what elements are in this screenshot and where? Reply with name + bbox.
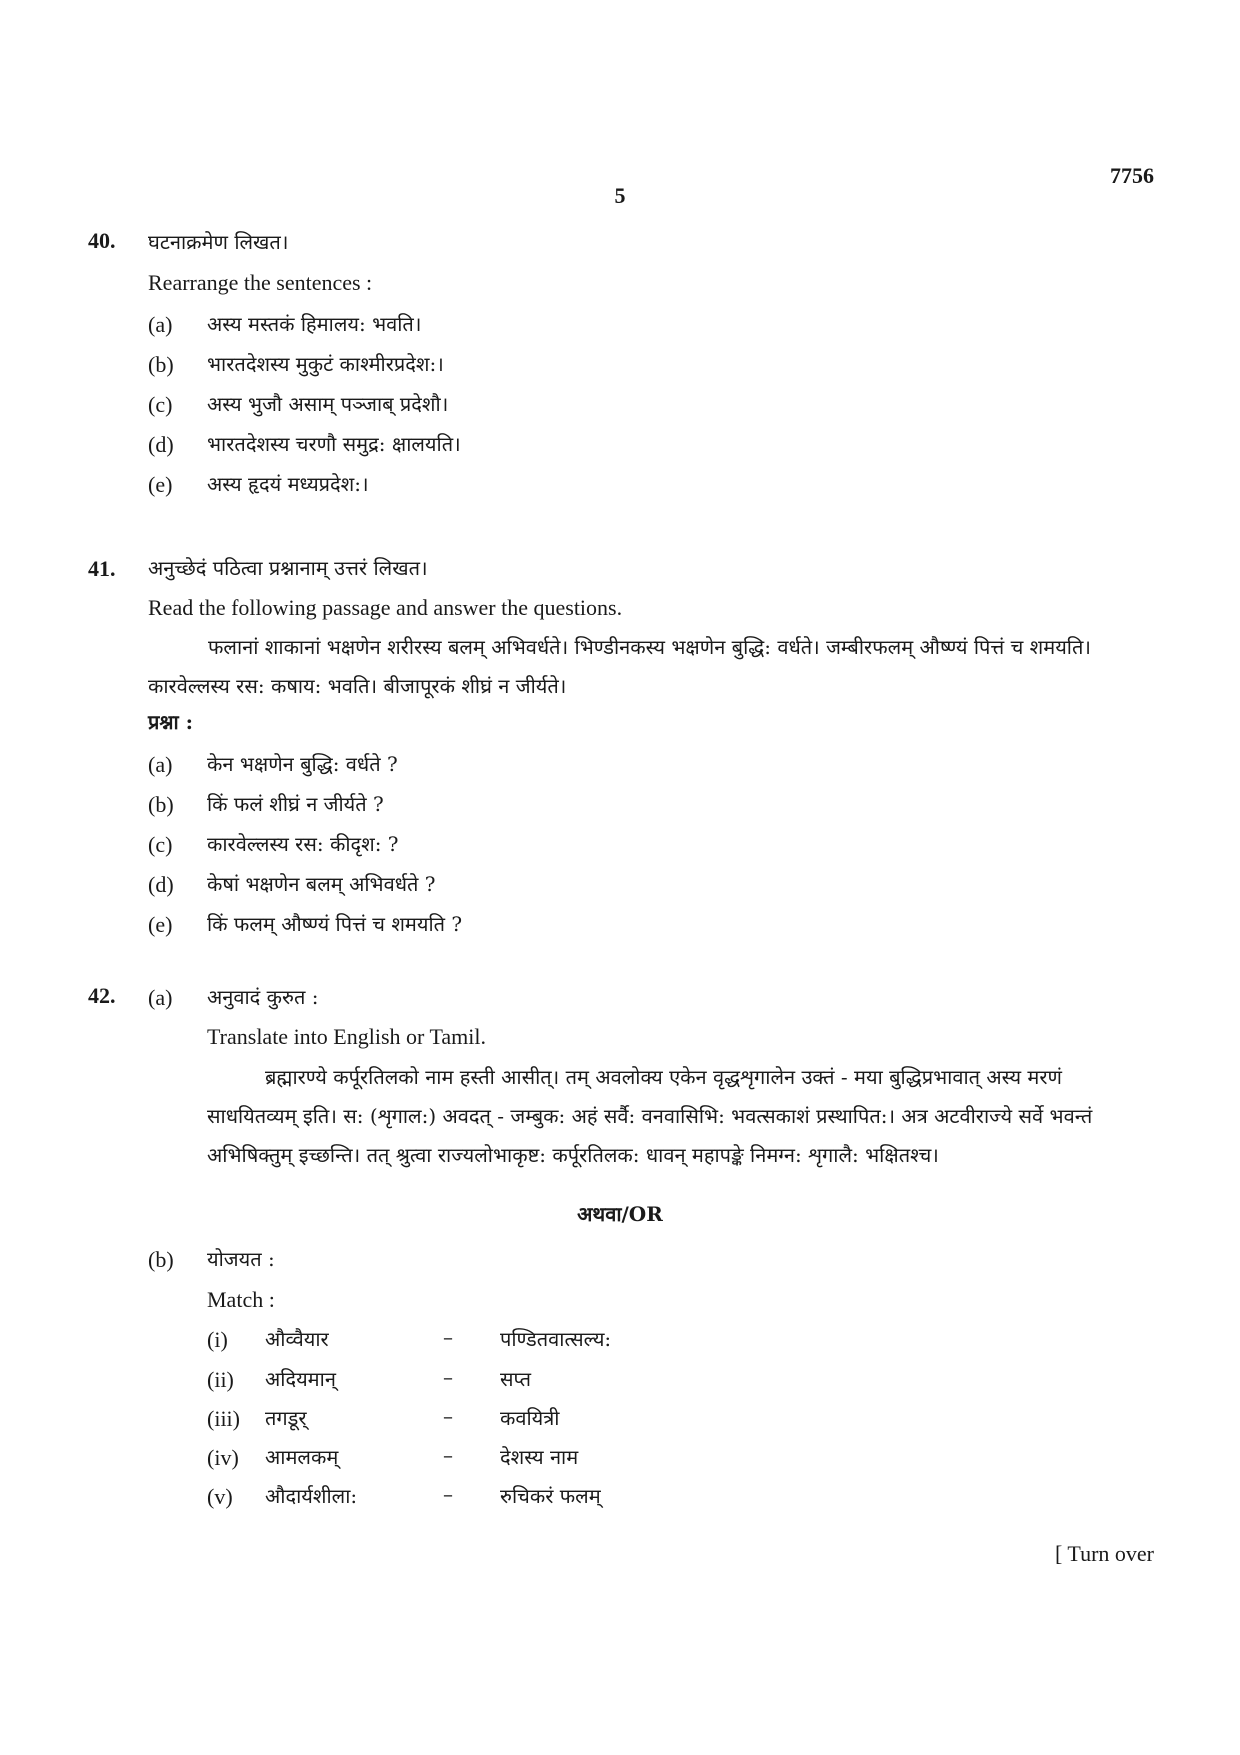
question-41-passage: फलानां शाकानां भक्षणेन शरीरस्य बलम् अभिवर्धते। भिण्डीनकस्य भक्षणेन बुद्धि: वर्धते। जम्बीरफलम् औष्ण्यं पित्तं च शमयति। कारवेल्लस्य रस: कषाय: भवति। बीजापूरकं शीघ्रं न जीर्यते। (148, 635, 1091, 698)
match-row-right: रुचिकरं फलम् (500, 1484, 601, 1508)
q41-item-label: (b) (148, 792, 174, 817)
q42-part-a-title: अनुवादं कुरुत : (207, 985, 319, 1009)
question-41-subtitle: Read the following passage and answer the questions. (148, 595, 623, 620)
q41-item-label: (e) (148, 912, 173, 937)
q40-item-text: भारतदेशस्य चरणौ समुद्र: क्षालयति। (207, 432, 461, 456)
q40-item-text: अस्य हृदयं मध्यप्रदेश:। (207, 472, 369, 496)
match-row-dash: – (443, 1482, 453, 1506)
question-41-title: अनुच्छेदं पठित्वा प्रश्नानाम् उत्तरं लिखत। (148, 556, 428, 580)
match-row-dash: – (443, 1404, 453, 1428)
q40-item-label: (a) (148, 312, 173, 337)
page-number: 5 (614, 183, 626, 208)
q41-item-text: कारवेल्लस्य रस: कीदृश: ? (207, 832, 399, 856)
match-row-dash: – (443, 1365, 453, 1389)
q40-item-text: भारतदेशस्य मुकुटं काश्मीरप्रदेश:। (207, 352, 444, 376)
q42-part-b-title: योजयत : (207, 1247, 275, 1271)
q41-item-label: (a) (148, 752, 173, 777)
match-row-right: सप्त (500, 1367, 532, 1391)
q40-item-label: (c) (148, 392, 173, 417)
match-row-left: औदार्यशीला: (265, 1484, 358, 1508)
q41-item-text: किं फलम् औष्ण्यं पित्तं च शमयति ? (207, 912, 463, 936)
paper-code: 7756 (1110, 163, 1154, 188)
turn-over-note: [ Turn over (1054, 1541, 1154, 1566)
q41-item-text: किं फलं शीघ्रं न जीर्यते ? (207, 792, 384, 816)
match-row-left: आमलकम् (265, 1445, 339, 1469)
question-41-number: 41. (88, 556, 116, 581)
q40-item-label: (b) (148, 352, 174, 377)
match-row-label: (iii) (207, 1406, 240, 1431)
match-row-right: कवयित्री (500, 1406, 560, 1430)
question-40-subtitle: Rearrange the sentences : (148, 270, 373, 295)
match-row-label: (i) (207, 1327, 228, 1352)
q41-item-text: केषां भक्षणेन बलम् अभिवर्धते ? (207, 872, 436, 896)
q42-part-a-label: (a) (148, 985, 173, 1010)
q40-item-text: अस्य भुजौ असाम् पञ्जाब् प्रदेशौ। (207, 392, 449, 416)
q42-part-a-subtitle: Translate into English or Tamil. (207, 1024, 486, 1049)
match-row-right: पण्डितवात्सल्य: (500, 1327, 612, 1351)
q42-part-b-label: (b) (148, 1247, 174, 1272)
question-42-number: 42. (88, 983, 116, 1008)
match-row-left: तगडूर् (265, 1406, 307, 1430)
q42-part-a-passage: ब्रह्मारण्ये कर्पूरतिलको नाम हस्ती आसीत्। तम् अवलोक्य एकेन वृद्धशृगालेन उक्तं - मया बुद्धिप्रभावात् अस्य मरणं साधयितव्यम् इति। स: (शृगाल:) अवदत् - जम्बुक: अहं सर्वै: वनवासिभि: भवत्सकाशं प्रस्थापित:। अत्र अटवीराज्ये सर्वे भवन्तं अभिषिक्तुम् इच्छन्ति। तत् श्रुत्वा राज्यलोभाकृष्ट: कर्पूरतिलक: धावन् महापङ्के निमग्न: शृगालै: भक्षितश्च। (207, 1065, 1093, 1167)
question-40-number: 40. (88, 228, 116, 253)
or-separator: अथवा/OR (577, 1202, 663, 1226)
match-row-dash: – (443, 1325, 453, 1349)
match-row-left: औव्वैयार (265, 1327, 329, 1351)
match-row-left: अदियमान् (265, 1367, 336, 1391)
q41-item-label: (d) (148, 872, 174, 897)
questions-heading: प्रश्ना : (148, 710, 194, 734)
q40-item-label: (e) (148, 472, 173, 497)
q42-part-b-subtitle: Match : (207, 1287, 275, 1312)
match-row-label: (v) (207, 1484, 233, 1509)
q41-item-text: केन भक्षणेन बुद्धि: वर्धते ? (207, 752, 398, 776)
match-row-right: देशस्य नाम (500, 1445, 579, 1469)
match-row-label: (ii) (207, 1367, 234, 1392)
question-40-title: घटनाक्रमेण लिखत। (148, 230, 289, 254)
match-row-label: (iv) (207, 1445, 239, 1470)
match-row-dash: – (443, 1443, 453, 1467)
q40-item-text: अस्य मस्तकं हिमालय: भवति। (207, 312, 422, 336)
q40-item-label: (d) (148, 432, 174, 457)
q41-item-label: (c) (148, 832, 173, 857)
